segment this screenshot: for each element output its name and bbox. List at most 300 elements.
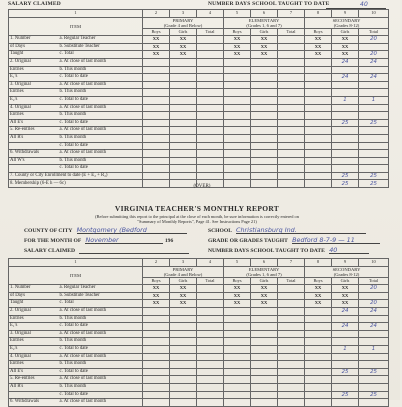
table-cell bbox=[197, 127, 224, 135]
table-cell: XX bbox=[143, 36, 170, 44]
table-cell bbox=[170, 58, 197, 66]
table-cell bbox=[143, 165, 170, 173]
table-cell bbox=[278, 368, 305, 376]
table-cell bbox=[305, 150, 332, 158]
row-sub-label: b. Substitute Teacher bbox=[59, 43, 143, 51]
table-cell bbox=[251, 89, 278, 97]
table-cell: XX bbox=[305, 36, 332, 44]
table-cell: 25 bbox=[359, 368, 389, 376]
table-cell bbox=[170, 96, 197, 104]
row-sub-label: b. This month bbox=[59, 383, 143, 391]
boys-header: Boys bbox=[305, 28, 332, 36]
table-cell bbox=[251, 142, 278, 150]
table-cell bbox=[278, 376, 305, 384]
row-item-label: Entries bbox=[9, 315, 59, 323]
table-cell bbox=[305, 330, 332, 338]
table-cell: XX bbox=[224, 300, 251, 308]
table-cell bbox=[278, 361, 305, 369]
table-cell bbox=[278, 58, 305, 66]
girls-header: Girls bbox=[170, 277, 197, 285]
table-cell bbox=[305, 353, 332, 361]
top-enrollment-table bbox=[8, 9, 389, 188]
row-item-label: 5. Re-entries bbox=[9, 127, 59, 135]
table-row bbox=[9, 353, 389, 361]
table-cell: XX bbox=[224, 285, 251, 293]
county-field bbox=[24, 226, 187, 234]
table-cell bbox=[305, 96, 332, 104]
row-sub-label: b. This month bbox=[59, 157, 143, 165]
table-cell bbox=[170, 323, 197, 331]
table-cell bbox=[251, 330, 278, 338]
table-row bbox=[9, 376, 389, 384]
row-sub-label: a. At close of last month bbox=[59, 81, 143, 89]
grade-underline bbox=[292, 236, 380, 244]
grade-field bbox=[208, 236, 380, 244]
table-cell bbox=[359, 104, 389, 112]
table-cell bbox=[278, 399, 305, 407]
table-cell bbox=[332, 89, 359, 97]
table-cell bbox=[224, 104, 251, 112]
table-cell: 1 bbox=[332, 96, 359, 104]
table-cell: XX bbox=[332, 285, 359, 293]
table-cell bbox=[251, 315, 278, 323]
table-cell: XX bbox=[251, 51, 278, 59]
table-row bbox=[9, 391, 389, 399]
table-row bbox=[9, 112, 389, 120]
days-underline bbox=[329, 246, 369, 254]
table-cell bbox=[305, 58, 332, 66]
table-cell bbox=[251, 368, 278, 376]
column-number-3: 3 bbox=[170, 259, 197, 267]
table-cell bbox=[332, 150, 359, 158]
row-item-label: 2. Original bbox=[9, 307, 59, 315]
table-cell bbox=[224, 150, 251, 158]
table-row bbox=[9, 51, 389, 59]
boys-header: Boys bbox=[224, 28, 251, 36]
table-cell bbox=[359, 376, 389, 384]
school-field bbox=[208, 226, 366, 234]
table-cell: XX bbox=[332, 43, 359, 51]
table-cell: XX bbox=[143, 43, 170, 51]
table-cell bbox=[278, 51, 305, 59]
elementary-header: ELEMENTARY (Grades 1, 6 and 7) bbox=[224, 17, 305, 28]
table-cell bbox=[143, 307, 170, 315]
report-title: VIRGINIA TEACHER'S MONTHLY REPORT bbox=[114, 204, 280, 213]
table-cell: XX bbox=[170, 43, 197, 51]
table-row bbox=[9, 383, 389, 391]
table-cell bbox=[278, 127, 305, 135]
table-cell bbox=[170, 307, 197, 315]
table-cell bbox=[359, 89, 389, 97]
table-cell bbox=[170, 104, 197, 112]
table-cell bbox=[197, 345, 224, 353]
table-cell: XX bbox=[332, 300, 359, 308]
table-cell bbox=[224, 58, 251, 66]
row-item-label: of Days bbox=[9, 43, 59, 51]
table-cell bbox=[224, 127, 251, 135]
total-header: Total bbox=[197, 277, 224, 285]
table-row bbox=[9, 368, 389, 376]
table-cell: 24 bbox=[332, 323, 359, 331]
table-cell bbox=[251, 165, 278, 173]
table-cell bbox=[278, 330, 305, 338]
days-taught-label: NUMBER DAYS SCHOOL TAUGHT TO DATE bbox=[208, 1, 330, 7]
row-sub-label: a. Regular Teacher bbox=[59, 36, 143, 44]
table-row bbox=[9, 345, 389, 353]
table-cell bbox=[332, 315, 359, 323]
table-cell bbox=[197, 300, 224, 308]
table-cell bbox=[305, 391, 332, 399]
table-cell bbox=[305, 368, 332, 376]
row-sub-label: a. At close of last month bbox=[59, 307, 143, 315]
grade-value: Bedford 8-7-9 — 11 bbox=[292, 236, 355, 244]
table-cell: XX bbox=[305, 43, 332, 51]
table-row bbox=[9, 81, 389, 89]
table-row bbox=[9, 150, 389, 158]
secondary-header: SECONDARY (Grades 8-12) bbox=[305, 266, 389, 277]
year-value: 196 bbox=[164, 238, 174, 244]
row-item-label bbox=[9, 391, 59, 399]
row-item-label: E₁'s bbox=[9, 323, 59, 331]
top-table-body bbox=[9, 36, 389, 173]
table-cell bbox=[170, 134, 197, 142]
table-cell bbox=[359, 134, 389, 142]
table-cell bbox=[224, 391, 251, 399]
table-cell bbox=[251, 112, 278, 120]
row-item-label: E₂'s bbox=[9, 345, 59, 353]
table-cell bbox=[224, 96, 251, 104]
table-cell bbox=[224, 89, 251, 97]
table-cell bbox=[197, 315, 224, 323]
table-cell bbox=[170, 127, 197, 135]
table-cell bbox=[251, 74, 278, 82]
table-cell bbox=[197, 338, 224, 346]
table-cell: XX bbox=[170, 292, 197, 300]
row-sub-label: a. At close of last month bbox=[59, 353, 143, 361]
table-cell: 25 bbox=[332, 172, 359, 180]
table-cell bbox=[251, 157, 278, 165]
table-cell bbox=[278, 345, 305, 353]
table-cell bbox=[332, 142, 359, 150]
table-cell: XX bbox=[224, 51, 251, 59]
table-cell bbox=[197, 391, 224, 399]
table-cell bbox=[143, 399, 170, 407]
table-cell: XX bbox=[170, 285, 197, 293]
table-cell bbox=[197, 81, 224, 89]
table-cell bbox=[170, 157, 197, 165]
table-cell bbox=[197, 361, 224, 369]
row-item-label: 6. Withdrawals bbox=[9, 150, 59, 158]
column-number-5: 5 bbox=[224, 10, 251, 18]
table-cell bbox=[251, 66, 278, 74]
table-cell bbox=[278, 157, 305, 165]
row-sub-label: b. This month bbox=[59, 89, 143, 97]
table-cell bbox=[305, 172, 332, 180]
table-cell bbox=[143, 338, 170, 346]
table-cell bbox=[224, 383, 251, 391]
row-item-label: 1. Number bbox=[9, 36, 59, 44]
table-cell bbox=[278, 353, 305, 361]
table-cell bbox=[359, 112, 389, 120]
table-cell bbox=[143, 104, 170, 112]
table-row bbox=[9, 89, 389, 97]
table-cell bbox=[305, 376, 332, 384]
table-cell bbox=[224, 361, 251, 369]
table-cell: 24 bbox=[359, 307, 389, 315]
table-row bbox=[9, 361, 389, 369]
table-cell bbox=[251, 323, 278, 331]
table-cell bbox=[224, 307, 251, 315]
table-cell bbox=[359, 383, 389, 391]
table-cell bbox=[251, 399, 278, 407]
table-cell bbox=[278, 43, 305, 51]
table-cell bbox=[359, 66, 389, 74]
column-number-10: 10 bbox=[359, 259, 389, 267]
column-number-row bbox=[9, 10, 389, 18]
table-cell bbox=[359, 315, 389, 323]
table-cell bbox=[143, 323, 170, 331]
school-value: Christiansburg Ind. bbox=[236, 226, 297, 234]
table-cell: 25 bbox=[359, 172, 389, 180]
county-underline bbox=[77, 226, 187, 234]
table-cell bbox=[251, 361, 278, 369]
table-cell bbox=[332, 127, 359, 135]
table-cell: XX bbox=[251, 43, 278, 51]
table-cell bbox=[359, 150, 389, 158]
table-cell bbox=[305, 127, 332, 135]
row-item-label: Taught bbox=[9, 300, 59, 308]
table-cell: 20 bbox=[359, 285, 389, 293]
table-cell bbox=[143, 74, 170, 82]
table-cell bbox=[251, 172, 278, 180]
table-cell: XX bbox=[251, 300, 278, 308]
table-cell bbox=[143, 66, 170, 74]
row-sub-label: c. Total to date bbox=[59, 391, 143, 399]
table-cell bbox=[197, 96, 224, 104]
row-item-label: All E's bbox=[9, 368, 59, 376]
row-item-label: All W's bbox=[9, 157, 59, 165]
table-row bbox=[9, 157, 389, 165]
table-cell bbox=[305, 157, 332, 165]
table-cell bbox=[197, 104, 224, 112]
row-item-label: Entries bbox=[9, 361, 59, 369]
table-cell bbox=[305, 89, 332, 97]
table-cell bbox=[359, 165, 389, 173]
table-cell bbox=[251, 134, 278, 142]
table-cell bbox=[170, 66, 197, 74]
table-cell: 25 bbox=[359, 391, 389, 399]
table-row bbox=[9, 127, 389, 135]
table-cell bbox=[305, 81, 332, 89]
salary-claimed-label: SALARY CLAIMED bbox=[24, 248, 76, 254]
table-cell bbox=[143, 330, 170, 338]
table-row bbox=[9, 142, 389, 150]
report-instructions-1: (Before submitting this report to the principal at the close of each month, be sure information is correctly entered on bbox=[95, 214, 299, 219]
table-cell bbox=[143, 172, 170, 180]
table-cell: XX bbox=[170, 300, 197, 308]
table-cell bbox=[224, 353, 251, 361]
table-cell bbox=[197, 51, 224, 59]
top-salary-row bbox=[8, 1, 388, 9]
table-cell bbox=[170, 81, 197, 89]
row-sub-label: c. Total to date bbox=[59, 165, 143, 173]
table-cell: XX bbox=[224, 36, 251, 44]
group-header-row bbox=[9, 17, 389, 28]
table-cell bbox=[332, 353, 359, 361]
primary-header: PRIMARY (Grade 4 and Below) bbox=[143, 266, 224, 277]
table-cell bbox=[224, 157, 251, 165]
row-sub-label: a. Regular Teacher bbox=[59, 285, 143, 293]
table-cell bbox=[359, 127, 389, 135]
table-cell bbox=[224, 315, 251, 323]
table-cell: XX bbox=[305, 51, 332, 59]
table-cell bbox=[143, 81, 170, 89]
table-cell bbox=[359, 353, 389, 361]
table-row bbox=[9, 315, 389, 323]
column-number-4: 4 bbox=[197, 259, 224, 267]
table-cell bbox=[143, 376, 170, 384]
table-cell bbox=[224, 81, 251, 89]
total-header: Total bbox=[359, 28, 389, 36]
table-cell bbox=[197, 89, 224, 97]
table-cell bbox=[170, 315, 197, 323]
table-row bbox=[9, 292, 389, 300]
table-cell: 25 bbox=[332, 180, 359, 188]
boys-header: Boys bbox=[143, 28, 170, 36]
table-cell bbox=[170, 391, 197, 399]
row-item-label: Taught bbox=[9, 51, 59, 59]
table-cell bbox=[305, 383, 332, 391]
column-number-1: 1 bbox=[9, 10, 143, 18]
table-row bbox=[9, 285, 389, 293]
table-cell bbox=[332, 165, 359, 173]
column-number-8: 8 bbox=[305, 10, 332, 18]
table-cell bbox=[197, 292, 224, 300]
table-cell bbox=[278, 315, 305, 323]
table-cell: XX bbox=[251, 36, 278, 44]
table-cell: XX bbox=[305, 285, 332, 293]
table-row bbox=[9, 165, 389, 173]
table-cell bbox=[359, 338, 389, 346]
salary-field bbox=[24, 246, 189, 254]
table-row bbox=[9, 58, 389, 66]
table-cell bbox=[251, 383, 278, 391]
row-sub-label: b. Substitute Teacher bbox=[59, 292, 143, 300]
table-cell bbox=[197, 74, 224, 82]
table-cell bbox=[143, 315, 170, 323]
table-cell bbox=[278, 391, 305, 399]
table-cell bbox=[224, 119, 251, 127]
table-row bbox=[9, 96, 389, 104]
table-cell: 24 bbox=[332, 58, 359, 66]
table-cell bbox=[251, 307, 278, 315]
table-cell bbox=[251, 127, 278, 135]
table-cell bbox=[170, 89, 197, 97]
table-cell bbox=[224, 368, 251, 376]
table-cell: XX bbox=[224, 292, 251, 300]
table-cell bbox=[251, 338, 278, 346]
table-cell bbox=[197, 383, 224, 391]
girls-header: Girls bbox=[332, 277, 359, 285]
table-cell bbox=[197, 112, 224, 120]
table-cell bbox=[359, 361, 389, 369]
table-cell bbox=[197, 323, 224, 331]
days-taught-label: NUMBER DAYS SCHOOL TAUGHT TO DATE bbox=[208, 248, 325, 254]
table-cell bbox=[278, 112, 305, 120]
table-cell bbox=[197, 150, 224, 158]
table-cell bbox=[332, 338, 359, 346]
row-item-label: Entries bbox=[9, 89, 59, 97]
salary-claimed-label: SALARY CLAIMED bbox=[8, 1, 61, 7]
column-number-6: 6 bbox=[251, 10, 278, 18]
row-item-label: 1. Number bbox=[9, 285, 59, 293]
over-label: (OVER) bbox=[193, 184, 211, 189]
table-cell bbox=[278, 134, 305, 142]
row-item-label: All R's bbox=[9, 134, 59, 142]
item-header: ITEM bbox=[9, 266, 143, 285]
table-cell bbox=[197, 285, 224, 293]
table-cell bbox=[197, 142, 224, 150]
table-cell: 24 bbox=[359, 74, 389, 82]
bottom-enrollment-table bbox=[8, 258, 389, 407]
table-cell bbox=[332, 81, 359, 89]
table-cell bbox=[143, 391, 170, 399]
table-cell bbox=[143, 142, 170, 150]
table-cell: 25 bbox=[332, 368, 359, 376]
row-sub-label: b. This month bbox=[59, 361, 143, 369]
table-cell: XX bbox=[143, 292, 170, 300]
table-cell bbox=[305, 142, 332, 150]
table-cell bbox=[170, 74, 197, 82]
table-cell bbox=[224, 66, 251, 74]
table-cell bbox=[170, 345, 197, 353]
table-cell bbox=[224, 323, 251, 331]
table-cell bbox=[332, 376, 359, 384]
row-sub-label: c. Total to date bbox=[59, 96, 143, 104]
row-sub-label: a. At close of last month bbox=[59, 150, 143, 158]
table-cell bbox=[332, 134, 359, 142]
table-cell bbox=[305, 345, 332, 353]
table-cell bbox=[278, 66, 305, 74]
table-cell bbox=[278, 383, 305, 391]
column-number-7: 7 bbox=[278, 10, 305, 18]
row-item-label: E₂'s bbox=[9, 96, 59, 104]
table-cell bbox=[359, 330, 389, 338]
table-cell: 20 bbox=[359, 300, 389, 308]
table-cell bbox=[170, 330, 197, 338]
table-cell bbox=[278, 292, 305, 300]
table-cell bbox=[197, 353, 224, 361]
table-row bbox=[9, 307, 389, 315]
table-cell bbox=[332, 112, 359, 120]
row-item-label: E₁'s bbox=[9, 74, 59, 82]
table-cell bbox=[251, 119, 278, 127]
row-item-label: 4. Original bbox=[9, 353, 59, 361]
row-item-label: All E's bbox=[9, 119, 59, 127]
table-cell bbox=[197, 172, 224, 180]
row-item-label: Entries bbox=[9, 338, 59, 346]
table-cell bbox=[143, 157, 170, 165]
elementary-header: ELEMENTARY (Grades 1, 6 and 7) bbox=[224, 266, 305, 277]
table-cell: XX bbox=[224, 43, 251, 51]
table-cell: 25 bbox=[359, 119, 389, 127]
girls-header: Girls bbox=[170, 28, 197, 36]
column-number-10: 10 bbox=[359, 10, 389, 18]
primary-header: PRIMARY (Grade 4 and Below) bbox=[143, 17, 224, 28]
table-cell bbox=[305, 323, 332, 331]
days-field bbox=[208, 246, 369, 254]
table-cell bbox=[359, 157, 389, 165]
